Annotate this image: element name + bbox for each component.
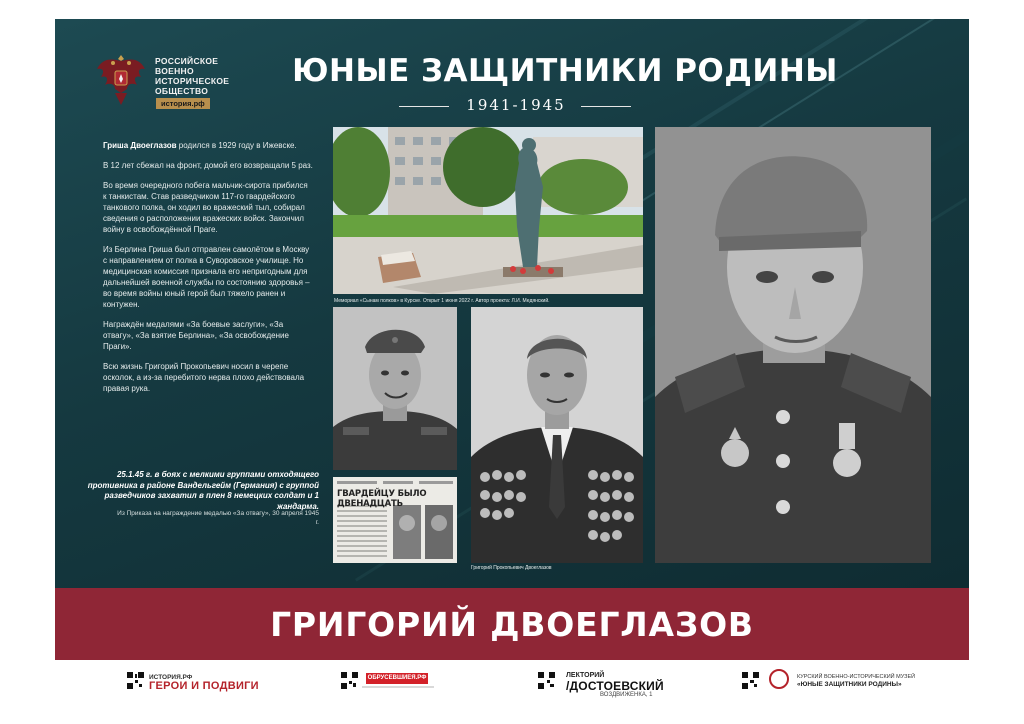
- partner-obrusev-label: ОБРУСЕВШИЕЯ.РФ: [366, 673, 428, 684]
- bio-paragraph: Во время очередного побега мальчик-сирота прибился к танкистам. Став разведчиком 117-го гвардейского танкового полка, он ходил во вражеский тыл, собирал сведения о расположении вражеских войск. Закончил войну в освобождённой Праге.: [103, 181, 308, 234]
- museum-seal-icon: [769, 669, 789, 689]
- qr-code-icon: [742, 672, 759, 689]
- veteran-illustration: [471, 307, 643, 563]
- divider: [362, 686, 434, 688]
- partner-museum-name: «ЮНЫЕ ЗАЩИТНИКИ РОДИНЫ»: [797, 681, 902, 688]
- poster-panel: [55, 19, 969, 588]
- divider: [399, 106, 449, 107]
- page-title: ЮНЫЕ ЗАЩИТНИКИ РОДИНЫ: [292, 53, 838, 89]
- hero-name: ГРИГОРИЙ ДВОЕГЛАЗОВ: [270, 604, 754, 644]
- hero-name-band: [55, 588, 969, 660]
- biography-text: [103, 140, 313, 403]
- partner-heroes-label: ГЕРОИ И ПОДВИГИ: [149, 680, 259, 692]
- bio-paragraph: Гриша Двоеглазов родился в 1929 году в Ижевске.: [103, 141, 297, 150]
- org-site-badge: история.рф: [156, 98, 210, 109]
- bio-paragraph: Всю жизнь Григорий Прокопьевич носил в черепе осколок, а из-за перебитого нерва плохо действовала правая рука.: [103, 362, 305, 393]
- partner-istoriya-label: ИСТОРИЯ.РФ: [149, 674, 193, 681]
- boy-portrait-illustration: [655, 127, 931, 563]
- eagle-emblem-icon: [95, 49, 147, 111]
- divider: [581, 106, 631, 107]
- qr-code-icon: [538, 672, 555, 689]
- org-name: РОССИЙСКОЕ ВОЕННО ИСТОРИЧЕСКОЕ ОБЩЕСТВО: [155, 56, 230, 96]
- qr-code-icon: [127, 672, 144, 689]
- bio-paragraph: В 12 лет сбежал на фронт, домой его возвращали 5 раз.: [103, 161, 313, 170]
- young-soldier-photo: [333, 307, 457, 470]
- partner-museum-label: КУРСКИЙ ВОЕННО-ИСТОРИЧЕСКИЙ МУЗЕЙ: [797, 674, 916, 680]
- bio-paragraph: Награждён медалями «За боевые заслуги», «За отвагу», «За взятие Берлина», «За освобождение Праги».: [103, 320, 289, 351]
- qr-code-icon: [341, 672, 358, 689]
- boy-portrait-photo: [655, 127, 931, 563]
- veteran-caption: Григорий Прокопьевич Двоеглазов: [471, 565, 552, 571]
- young-soldier-illustration: [333, 307, 457, 470]
- veteran-photo: [471, 307, 643, 563]
- bio-paragraph: Из Берлина Гриша был отправлен самолётом в Москву с направлением от полка в Суворовское училище. Но медицинская комиссия признала его непригодным для дальнейшей военной службы по состоянию здоровья – во время войны юный герой был тяжело ранен и контужен.: [103, 245, 310, 309]
- newspaper-clipping: [333, 477, 457, 563]
- memorial-photo: [333, 127, 643, 294]
- partner-dostoevsky-label: /ДОСТОЕВСКИЙ: [566, 679, 664, 693]
- award-quote-source: Из Приказа на награждение медалью «За отвагу», 30 апреля 1945 г.: [117, 510, 319, 526]
- memorial-illustration: [333, 127, 643, 294]
- memorial-caption: Мемориал «Сынам полков» в Курске. Открыт 1 июня 2022 г. Автор проекта: Л.И. Медянский.: [334, 298, 550, 304]
- partner-lectorium-label: ЛЕКТОРИЙ: [566, 672, 605, 679]
- years-label: 1941-1945: [466, 96, 566, 114]
- newspaper-headline: ГВАРДЕЙЦУ БЫЛО ДВЕНАДЦАТЬ: [337, 489, 427, 509]
- award-quote: 25.1.45 г. в боях с мелкими группами отходящего противника в районе Вандельгейм (Германия) с группой разведчиков захватил в плен 8 немецких солдат и 1 жандарма.: [87, 470, 319, 511]
- partner-dostoevsky-address: ВОЗДВИЖЕНКА, 1: [600, 692, 653, 698]
